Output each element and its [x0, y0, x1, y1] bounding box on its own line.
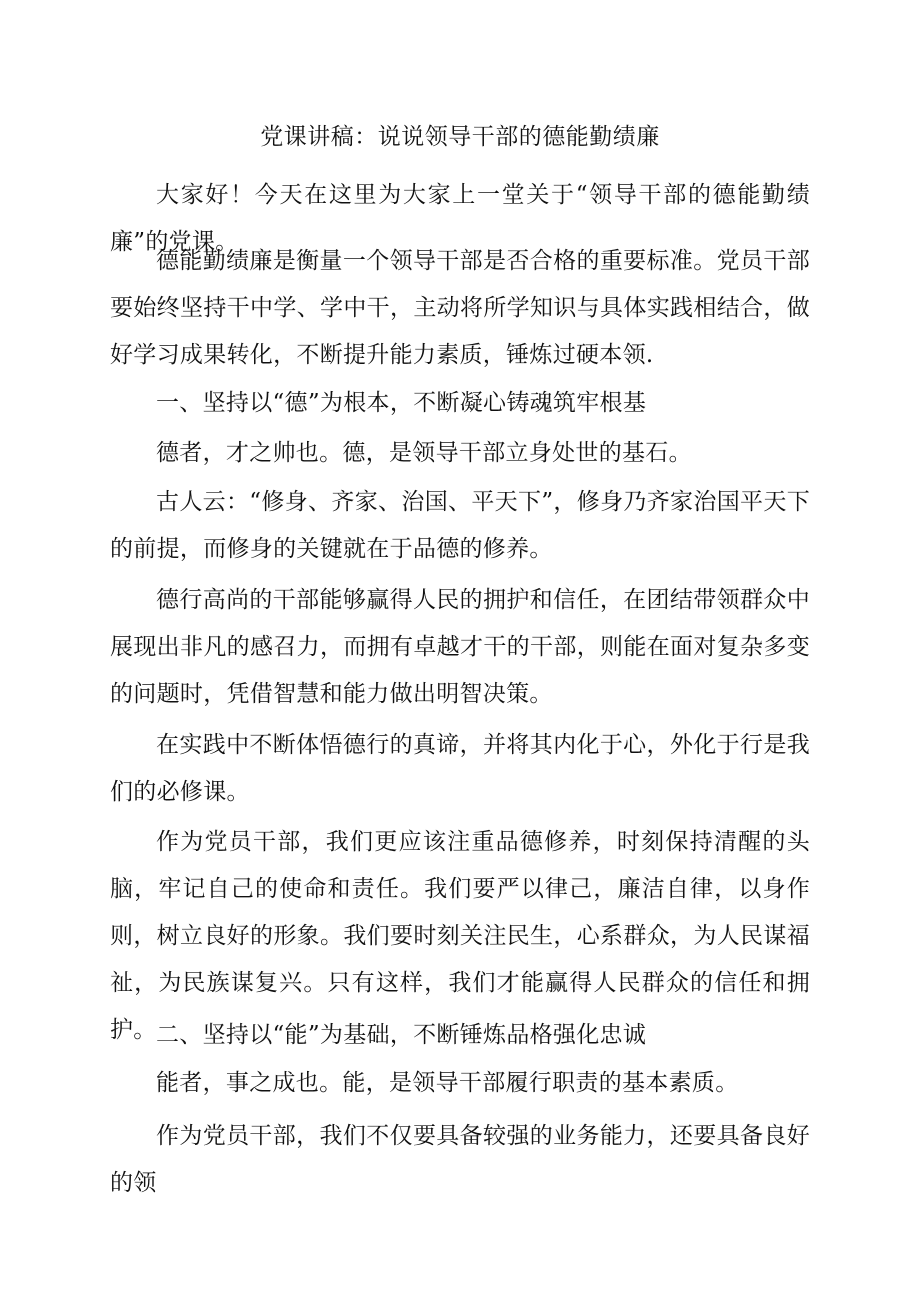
paragraph-virtue-definition: 德者，才之帅也。德，是领导干部立身处世的基石。 — [156, 440, 692, 466]
section-heading-ability: 二、坚持以“能”为基础，不断锤炼品格强化忠诚 — [156, 1022, 647, 1048]
paragraph-virtuous-cadres: 德行高尚的干部能够赢得人民的拥护和信任，在团结带领群众中展现出非凡的感召力，而拥有卓越才干的干部，则能在面对复杂多变的问题时，凭借智慧和能力做出明智决策。 — [110, 587, 810, 707]
paragraph-ability-definition: 能者，事之成也。能，是领导干部履行职责的基本素质。 — [156, 1070, 739, 1096]
paragraph-ancient-saying: 古人云：“修身、齐家、治国、平天下”，修身乃齐家治国平天下的前提，而修身的关键就在于品德的修养。 — [110, 489, 810, 562]
paragraph-standard: 德能勤绩廉是衡量一个领导干部是否合格的重要标准。党员干部要始终坚持干中学、学中干，主动将所学知识与具体实践相结合，做好学习成果转化，不断提升能力素质，锤炼过硬本领. — [110, 248, 810, 368]
paragraph-ability-requirements: 作为党员干部，我们不仅要具备较强的业务能力，还要具备良好的领 — [110, 1123, 810, 1196]
paragraph-practice: 在实践中不断体悟德行的真谛，并将其内化于心，外化于行是我们的必修课。 — [110, 732, 810, 805]
paragraph-greeting: 大家好！今天在这里为大家上一堂关于“领导干部的德能勤绩廉”的党课。 — [110, 182, 810, 255]
document-title: 党课讲稿：说说领导干部的德能勤绩廉 — [260, 124, 660, 150]
paragraph-party-cadres: 作为党员干部，我们更应该注重品德修养，时刻保持清醒的头脑，牢记自己的使命和责任。我们要严以律己，廉洁自律，以身作则，树立良好的形象。我们要时刻关注民生，心系群众，为人民谋福祉，为民族谋复兴。只有这样，我们才能赢得人民群众的信任和拥护。 — [110, 829, 810, 1043]
section-heading-virtue: 一、坚持以“德”为根本，不断凝心铸魂筑牢根基 — [156, 390, 647, 416]
